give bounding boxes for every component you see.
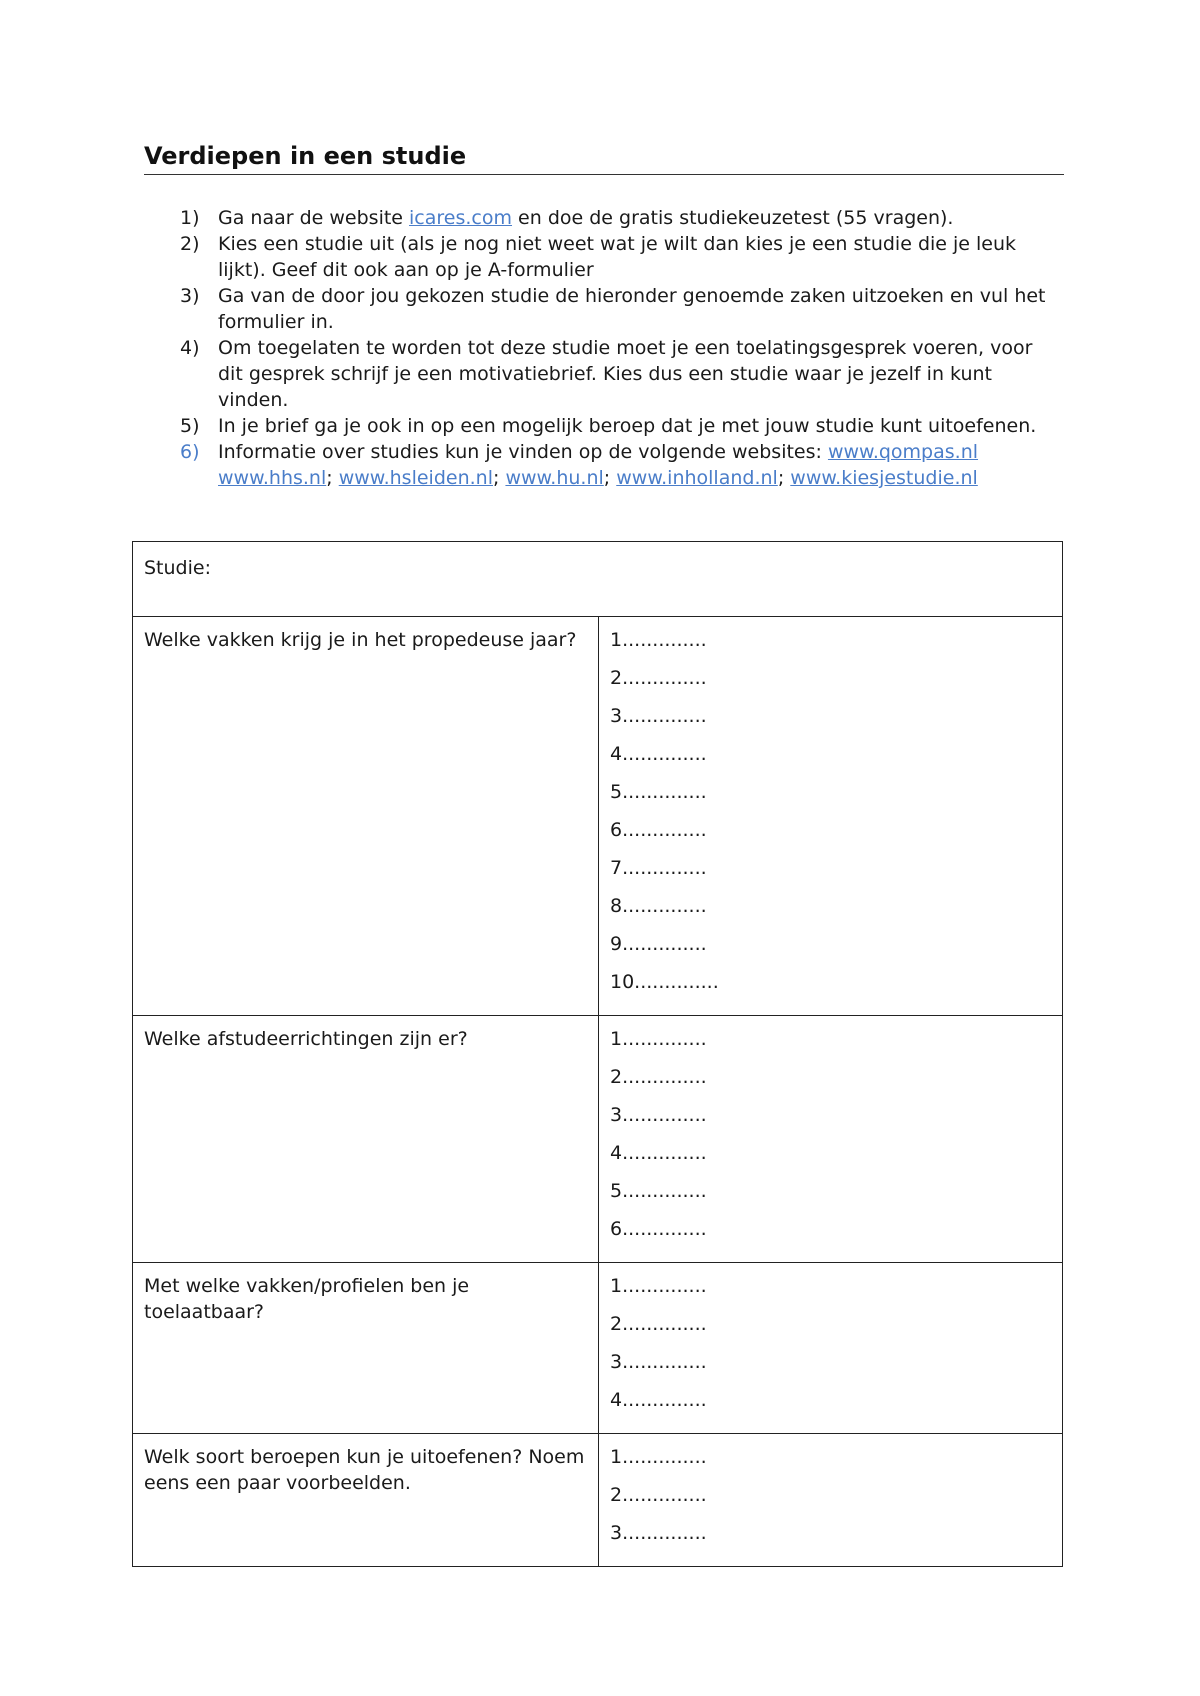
link-separator: ; <box>603 467 617 489</box>
answer-line[interactable]: 7.............. <box>610 857 707 879</box>
answer-line[interactable]: 2.............. <box>610 667 707 689</box>
answer-line[interactable]: 10.............. <box>610 971 719 993</box>
link-separator: ; <box>326 467 339 489</box>
question-text: Welke afstudeerrichtingen zijn er? <box>144 1028 468 1050</box>
instruction-item <box>180 231 1060 283</box>
answer-line[interactable]: 5.............. <box>610 1180 707 1202</box>
inholland-link[interactable]: www.inholland.nl <box>616 467 778 489</box>
answer-line[interactable]: 1.............. <box>610 1446 707 1468</box>
form-row <box>133 617 1063 1016</box>
instruction-text: Informatie over studies kun je vinden op de volgende websites: <box>218 441 828 463</box>
answer-list <box>610 1440 1052 1558</box>
study-form-table <box>132 541 1063 1567</box>
link-separator: ; <box>777 467 791 489</box>
answer-line[interactable]: 8.............. <box>610 895 707 917</box>
form-row <box>133 1263 1063 1434</box>
question-text: Met welke vakken/profielen ben je toelaatbaar? <box>144 1275 470 1323</box>
question-cell <box>133 1016 599 1263</box>
instruction-text: Om toegelaten te worden tot deze studie moet je een toelatingsgesprek voeren, voor dit gesprek schrijf je een motivatiebrief. Kies dus een studie waar je jezelf in kunt vinden. <box>218 337 1033 411</box>
instruction-number: 2) <box>180 233 200 255</box>
answer-cell[interactable] <box>599 1263 1063 1434</box>
answer-line[interactable]: 1.............. <box>610 629 707 651</box>
question-cell <box>133 1263 599 1434</box>
instruction-item <box>180 413 1060 439</box>
hsleiden-link[interactable]: www.hsleiden.nl <box>338 467 493 489</box>
studie-label: Studie: <box>144 557 211 579</box>
instruction-number: 4) <box>180 337 200 359</box>
answer-line[interactable]: 1.............. <box>610 1275 707 1297</box>
answer-line[interactable]: 9.............. <box>610 933 707 955</box>
instruction-item <box>180 439 1060 491</box>
answer-line[interactable]: 2.............. <box>610 1066 707 1088</box>
link-separator: ; <box>492 467 506 489</box>
instruction-item <box>180 335 1060 413</box>
answer-list <box>610 1269 1052 1425</box>
instruction-text: Ga naar de website <box>218 207 410 229</box>
instruction-text: In je brief ga je ook in op een mogelijk beroep dat je met jouw studie kunt uitoefenen. <box>218 415 1037 437</box>
instruction-text: Kies een studie uit (als je nog niet weet wat je wilt dan kies je een studie die je leuk lijkt). Geef dit ook aan op je A-formulier <box>218 233 1017 281</box>
instructions-list <box>180 205 1060 491</box>
answer-cell[interactable] <box>599 1016 1063 1263</box>
answer-cell[interactable] <box>599 1434 1063 1567</box>
answer-line[interactable]: 4.............. <box>610 743 707 765</box>
answer-line[interactable]: 1.............. <box>610 1028 707 1050</box>
hhs-link[interactable]: www.hhs.nl <box>218 467 327 489</box>
instruction-number: 5) <box>180 415 200 437</box>
hu-link[interactable]: www.hu.nl <box>505 467 604 489</box>
instruction-number: 1) <box>180 207 200 229</box>
instruction-text: Ga van de door jou gekozen studie de hieronder genoemde zaken uitzoeken en vul het formulier in. <box>218 285 1046 333</box>
kiesjestudie-link[interactable]: www.kiesjestudie.nl <box>790 467 978 489</box>
answer-line[interactable]: 4.............. <box>610 1389 707 1411</box>
answer-line[interactable]: 6.............. <box>610 819 707 841</box>
answer-line[interactable]: 3.............. <box>610 1351 707 1373</box>
answer-line[interactable]: 3.............. <box>610 705 707 727</box>
question-text: Welk soort beroepen kun je uitoefenen? Noem eens een paar voorbeelden. <box>144 1446 585 1494</box>
icares-link[interactable]: icares.com <box>409 207 513 229</box>
qompas-link[interactable]: www.qompas.nl <box>827 441 979 463</box>
instruction-text: en doe de gratis studiekeuzetest (55 vragen). <box>512 207 954 229</box>
instruction-number: 6) <box>180 441 200 463</box>
answer-line[interactable]: 3.............. <box>610 1104 707 1126</box>
answer-list <box>610 1022 1052 1254</box>
studie-field[interactable] <box>133 542 1063 617</box>
question-cell <box>133 617 599 1016</box>
answer-list <box>610 623 1052 1007</box>
instruction-item <box>180 205 1060 231</box>
form-row <box>133 1016 1063 1263</box>
answer-line[interactable]: 5.............. <box>610 781 707 803</box>
question-text: Welke vakken krijg je in het propedeuse jaar? <box>144 629 577 651</box>
page-title: Verdiepen in een studie <box>144 141 1064 175</box>
answer-line[interactable]: 3.............. <box>610 1522 707 1544</box>
instruction-number: 3) <box>180 285 200 307</box>
instruction-item <box>180 283 1060 335</box>
studie-row <box>133 542 1063 617</box>
question-cell <box>133 1434 599 1567</box>
answer-line[interactable]: 2.............. <box>610 1313 707 1335</box>
answer-line[interactable]: 6.............. <box>610 1218 707 1240</box>
answer-line[interactable]: 2.............. <box>610 1484 707 1506</box>
answer-line[interactable]: 4.............. <box>610 1142 707 1164</box>
form-row <box>133 1434 1063 1567</box>
answer-cell[interactable] <box>599 617 1063 1016</box>
